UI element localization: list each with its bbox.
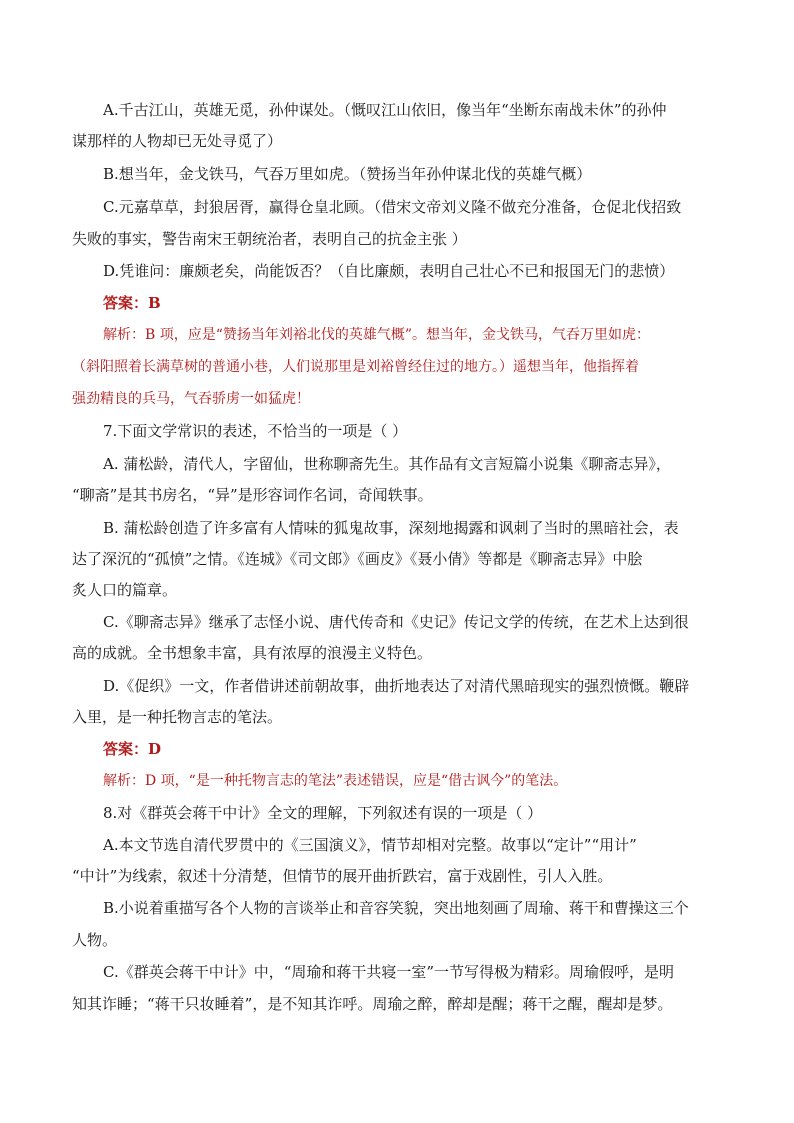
q8-option-a-line-2: “中计”为线索，叙述十分清楚，但情节的展开曲折跌宕，富于戏剧性，引人入胜。 <box>72 867 613 885</box>
q8-option-a-line-1: A.本文节选自清代罗贯中的《三国演义》，情节却相对完整。故事以“定计”“用计” <box>103 836 637 854</box>
q6-analysis-line-1: 解析：B 项，应是“赞扬当年刘裕北伐的英雄气概”。想当年，金戈铁马，气吞万里如虎： <box>103 327 651 343</box>
q6-option-c-line-1: C.元嘉草草，封狼居胥，赢得仓皇北顾。（借宋文帝刘义隆不做充分准备，仓促北伐招致 <box>103 198 682 216</box>
q7-answer: 答案：D <box>103 740 162 758</box>
q7-option-b-line-1: B. 蒲松龄创造了许多富有人情味的狐鬼故事，深刻地揭露和讽刺了当时的黑暗社会，表 <box>103 519 679 537</box>
q7-option-d-line-2: 入里，是一种托物言志的笔法。 <box>72 708 283 726</box>
q7-option-b-line-2: 达了深沉的“孤愤”之情。《连城》《司文郎》《画皮》《聂小倩》等都是《聊斋志异》中脍 <box>72 550 643 568</box>
q8-option-c-line-2: 知其诈睡；“蒋干只妆睡着”，是不知其诈呼。周瑜之醉，醉却是醒；蒋干之醒，醒却是梦。 <box>72 995 673 1013</box>
q8-option-c-line-1: C.《群英会蒋干中计》中，“周瑜和蒋干共寝一室”一节写得极为精彩。周瑜假呼，是明 <box>103 963 675 981</box>
q7-option-a-line-2: “聊斋”是其书房名，“异”是形容词作名词，奇闻轶事。 <box>72 486 433 504</box>
q8-stem: 8.对《群英会蒋干中计》全文的理解，下列叙述有误的一项是（ ） <box>103 804 543 822</box>
q7-option-a-line-1: A. 蒲松龄，清代人，字留仙，世称聊斋先生。其作品有文言短篇小说集《聊斋志异》， <box>103 455 671 473</box>
q6-answer: 答案：B <box>103 294 161 312</box>
q7-option-b-line-3: 炙人口的篇章。 <box>72 581 178 599</box>
q7-option-c-line-2: 高的成就。全书想象丰富，具有浓厚的浪漫主义特色。 <box>72 644 433 662</box>
q7-analysis: 解析：D 项，“是一种托物言志的笔法”表述错误，应是“借古讽今”的笔法。 <box>103 773 568 789</box>
q7-stem: 7.下面文学常识的表述，不恰当的一项是（ ） <box>103 422 408 440</box>
q6-option-d: D.凭谁问：廉颇老矣，尚能饭否？（自比廉颇，表明自己壮心不已和报国无门的悲愤） <box>103 262 675 280</box>
q6-analysis-line-3: 强劲精良的兵马，气吞骄虏一如猛虎！ <box>72 391 310 407</box>
q6-analysis-line-2: （斜阳照着长满草树的普通小巷，人们说那里是刘裕曾经住过的地方。）遥想当年，他指挥着 <box>72 359 639 375</box>
q6-option-c-line-2: 失败的事实，警告南宋王朝统治者，表明自己的抗金主张 ） <box>72 230 467 248</box>
q6-option-b: B.想当年，金戈铁马，气吞万里如虎。（赞扬当年孙仲谋北伐的英雄气概） <box>103 165 592 183</box>
q6-option-a-line-2: 谋那样的人物却已无处寻觅了） <box>72 132 283 150</box>
q7-option-d-line-1: D.《促织》一文，作者借讲述前朝故事，曲折地表达了对清代黑暗现实的强烈愤慨。鞭辟 <box>103 677 690 695</box>
q6-option-a-line-1: A.千古江山，英雄无觅，孙仲谋处。（慨叹江山依旧，像当年“坐断东南战未休”的孙仲 <box>103 101 667 119</box>
q8-option-b-line-2: 人物。 <box>72 931 118 949</box>
q8-option-b-line-1: B.小说着重描写各个人物的言谈举止和音容笑貌，突出地刻画了周瑜、蒋干和曹操这三个 <box>103 899 689 917</box>
q7-option-c-line-1: C.《聊斋志异》继承了志怪小说、唐代传奇和《史记》传记文学的传统，在艺术上达到很 <box>103 613 689 631</box>
